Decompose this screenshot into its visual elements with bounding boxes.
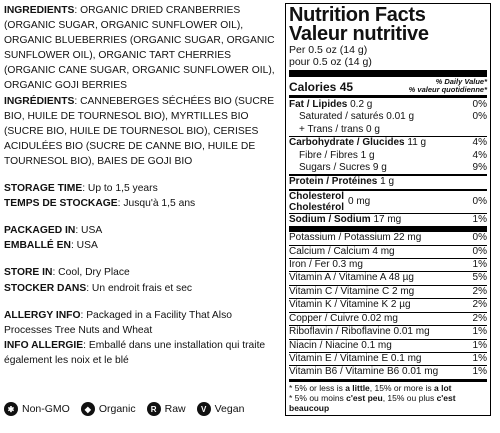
fat-dv: 0%	[472, 99, 487, 110]
footnote-en	[289, 383, 487, 393]
badge-non-gmo	[4, 402, 70, 416]
divider	[289, 95, 487, 98]
nutrient-label: Riboflavin / Riboflavine 0.01 mg	[289, 326, 430, 338]
product-info	[4, 3, 280, 368]
cholesterol-label	[289, 191, 344, 213]
fibre-row	[289, 150, 487, 162]
badge-label: Vegan	[214, 403, 245, 415]
nutrient-dv: 1%	[472, 352, 487, 364]
dv-header-fr: % valeur quotidienne*	[408, 85, 487, 94]
fat-row	[289, 99, 487, 111]
sugars-label: Sugars / Sucres 9 g	[299, 162, 387, 174]
nutrition-facts-table	[285, 3, 491, 416]
nutrient-row	[289, 352, 487, 365]
nutrient-row	[289, 232, 487, 244]
packaged-in-en: PACKAGED IN: USA	[4, 225, 103, 237]
cholesterol-dv: 0%	[472, 196, 487, 208]
daily-value-header	[409, 78, 487, 94]
nutrient-row	[289, 245, 487, 258]
serving-size-en: Per 0.5 oz (14 g)	[289, 44, 368, 56]
packaged-in-fr: EMBALLÉ EN: USA	[4, 240, 98, 252]
store-in-en: STORE IN: Cool, Dry Place	[4, 267, 130, 279]
badge-label: Raw	[164, 403, 186, 415]
cholesterol-row	[289, 189, 487, 213]
nutrition-title-en: Nutrition Facts	[289, 4, 426, 26]
foot-text: a little	[345, 382, 370, 393]
allergy-info-fr: INFO ALLERGIE: Emballé dans une installation qui traite également les noix et le blé	[4, 339, 266, 366]
carb-amount: 11 g	[407, 137, 427, 149]
organic-icon: ◆	[81, 402, 95, 416]
nutrient-row	[289, 258, 487, 271]
trans-row	[289, 124, 487, 136]
storage-time-fr: TEMPS DE STOCKAGE: Jusqu'à 1,5 ans	[4, 198, 196, 210]
nutrient-dv: 0%	[472, 245, 487, 257]
nutrient-label: Calcium / Calcium 4 mg	[289, 245, 395, 257]
divider	[289, 379, 487, 382]
allergy-info-en: ALLERGY INFO: Packaged in a Facility That Also Processes Tree Nuts and Wheat	[4, 309, 232, 336]
nutrient-dv: 1%	[472, 339, 487, 351]
badge-label: Organic	[98, 403, 136, 415]
nutrient-label: Vitamin A / Vitamine A 48 µg	[289, 272, 414, 284]
ingredients-fr: INGRÉDIENTS: CANNEBERGES SÉCHÉES BIO (SUCRE BIO, HUILE DE TOURNESOL BIO), MYRTILLES BIO (SUCRE BIO, HUILE DE TOURNESOL BIO), CERISES ACIDULÉES BIO (SUCRE DE CANNE BIO, HUILE DE TOURNESOL BIO), BAIES DE GOJI BIO	[4, 95, 275, 167]
protein-row	[289, 174, 487, 188]
nutrient-label: Vitamin E / Vitamine E 0.1 mg	[289, 352, 422, 364]
calories-row	[289, 78, 487, 94]
nutrient-dv: 1%	[472, 259, 487, 271]
storage-time-en: STORAGE TIME: Up to 1,5 years	[4, 183, 158, 195]
trans-label: + Trans / trans 0 g	[299, 123, 380, 135]
dv-header-en: % Daily Value*	[435, 77, 487, 86]
fibre-label: Fibre / Fibres 1 g	[299, 149, 375, 161]
nutrient-label: Niacin / Niacine 0.1 mg	[289, 339, 392, 351]
calories-label: Calories 45	[289, 80, 354, 94]
serving-size-fr: pour 0.5 oz (14 g)	[289, 56, 372, 68]
nutrient-dv: 1%	[472, 326, 487, 338]
nutrient-row	[289, 339, 487, 352]
nutrient-label: Potassium / Potassium 22 mg	[289, 232, 422, 244]
vitamins-minerals	[289, 232, 487, 378]
badge-organic	[81, 402, 136, 416]
nutrient-row	[289, 285, 487, 298]
nutrient-label: Vitamin K / Vitamine K 2 µg	[289, 299, 411, 311]
ingredients-en: INGREDIENTS: ORGANIC DRIED CRANBERRIES (ORGANIC SUGAR, ORGANIC SUNFLOWER OIL), ORGANIC BLUEBERRIES (ORGANIC SUGAR, ORGANIC SUNFLOWER OIL), ORGANIC TART CHERRIES (ORGANIC CANE SUGAR, ORGANIC SUNFLOWER OIL), ORGANIC GOJI BERRIES	[4, 5, 275, 92]
badge-raw	[147, 402, 186, 416]
sugars-dv: 9%	[472, 162, 487, 174]
fat-label: Fat / Lipides	[289, 99, 348, 110]
nutrient-row	[289, 365, 487, 378]
sodium-row	[289, 213, 487, 226]
foot-text: c'est beaucoup	[289, 392, 456, 413]
carb-label: Carbohydrate / Glucides	[289, 137, 405, 149]
nutrient-row	[289, 298, 487, 311]
nutrient-dv: 0%	[472, 232, 487, 244]
nutrient-row	[289, 325, 487, 338]
nutrient-row	[289, 312, 487, 325]
divider	[289, 70, 487, 77]
nutrient-dv: 2%	[472, 312, 487, 324]
protein-amount: 1 g	[380, 176, 395, 188]
foot-text: , 15% ou plus	[382, 392, 437, 403]
foot-text: c'est peu	[346, 392, 383, 403]
store-in-fr: STOCKER DANS: Un endroit frais et sec	[4, 282, 193, 294]
foot-text: a lot	[434, 382, 452, 393]
sodium-dv: 1%	[472, 213, 487, 225]
footnote-fr	[289, 393, 487, 413]
carbohydrate-row	[289, 136, 487, 149]
saturated-label: Saturated / saturés 0.01 g	[299, 111, 415, 123]
nutrient-dv: 5%	[472, 272, 487, 284]
foot-text: , 15% or more is	[369, 382, 435, 393]
footnote	[289, 383, 487, 413]
nutrient-dv: 1%	[472, 366, 487, 378]
nutrient-dv: 2%	[472, 299, 487, 311]
raw-icon: R	[147, 402, 161, 416]
nutrient-label: Copper / Cuivre 0.02 mg	[289, 312, 398, 324]
foot-text: * 5% ou moins	[289, 392, 347, 403]
vegan-icon: V	[197, 402, 211, 416]
cholesterol-label-fr: Cholestérol	[289, 201, 345, 213]
certification-badges	[4, 402, 244, 416]
carb-dv: 4%	[472, 137, 487, 149]
sodium-label: Sodium / Sodium	[289, 213, 371, 225]
sugars-row	[289, 162, 487, 174]
badge-label: Non-GMO	[22, 403, 70, 415]
fat-amount: 0.2 g	[350, 99, 373, 110]
badge-vegan	[197, 402, 245, 416]
foot-text: * 5% or less is	[289, 382, 346, 393]
sodium-amount: 17 mg	[373, 213, 402, 225]
cholesterol-amount: 0 mg	[348, 196, 371, 208]
fibre-dv: 4%	[472, 149, 487, 161]
nutrition-title-fr: Valeur nutritive	[289, 23, 429, 45]
nutrient-label: Vitamin C / Vitamine C 2 mg	[289, 285, 415, 297]
saturated-dv: 0%	[472, 111, 487, 123]
protein-label: Protein / Protéines	[289, 176, 378, 188]
non-gmo-icon: ✱	[4, 402, 18, 416]
nutrient-label: Vitamin B6 / Vitamine B6 0.01 mg	[289, 366, 439, 378]
saturated-row	[289, 111, 487, 123]
cholesterol-label-en: Cholesterol	[289, 190, 345, 202]
nutrient-label: Iron / Fer 0.3 mg	[289, 259, 363, 271]
nutrient-row	[289, 271, 487, 284]
nutrient-dv: 2%	[472, 285, 487, 297]
